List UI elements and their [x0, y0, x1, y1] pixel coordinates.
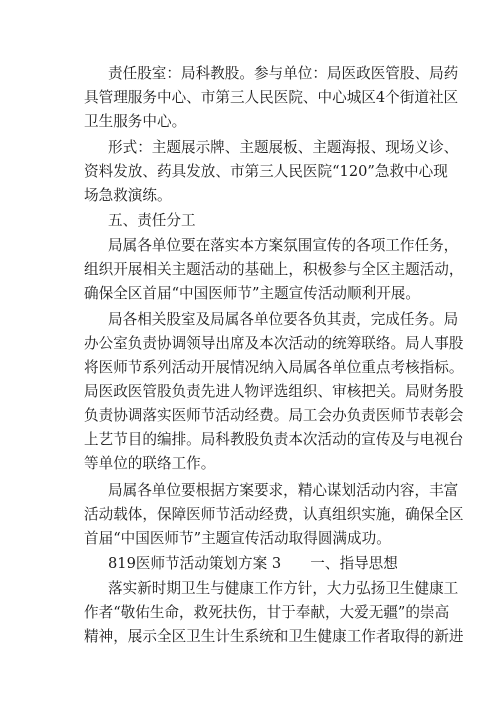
section-heading: 819医师节活动策划方案 3 一、指导思想: [108, 555, 398, 572]
text-line: 活动载体，保障医师节活动经费，认真组织实施，确保全区: [84, 506, 464, 523]
text-line: 局属各单位要根据方案要求，精心谋划活动内容，丰富: [108, 482, 459, 499]
text-line: 首届“中国医师节”主题宣传活动取得圆满成功。: [84, 530, 391, 547]
text-line: 场急救演练。: [84, 187, 172, 204]
text-line: 办公室负责协调领导出席及本次活动的统筹联络。局人事股: [84, 335, 464, 352]
text-line: 负责协调落实医师节活动经费。局工会办负责医师节表彰会: [84, 407, 464, 424]
text-line: 责任股室：局科教股。参与单位：局医政医管股、局药: [108, 65, 459, 82]
text-line: 卫生服务中心。: [84, 113, 187, 130]
text-line: 形式：主题展示牌、主题展板、主题海报、现场义诊、: [108, 139, 459, 156]
text-line: 具管理服务中心、市第三人民医院、中心城区4个街道社区: [84, 89, 459, 106]
text-line: 等单位的联络工作。: [84, 455, 216, 472]
text-line: 精神，展示全区卫生计生系统和卫生健康工作者取得的新进: [84, 628, 464, 645]
text-line: 局各相关股室及局属各单位要各负其责，完成任务。局: [108, 311, 459, 328]
text-line: 将医师节系列活动开展情况纳入局属各单位重点考核指标。: [84, 359, 464, 376]
text-line: 局医政医管股负责先进人物评选组织、审核把关。局财务股: [84, 383, 464, 400]
text-line: 局属各单位要在落实本方案氛围宣传的各项工作任务，: [108, 237, 459, 254]
text-line: 上艺节目的编排。局科教股负责本次活动的宣传及与电视台: [84, 431, 464, 448]
text-line: 落实新时期卫生与健康工作方针，大力弘扬卫生健康工: [108, 580, 459, 597]
text-line: 作者“敬佑生命，救死扶伤，甘于奉献，大爱无疆”的崇高: [84, 604, 450, 621]
text-line: 组织开展相关主题活动的基础上，积极参与全区主题活动，: [84, 261, 464, 278]
text-line: 资料发放、药具发放、市第三人民医院“120”急救中心现: [84, 163, 448, 180]
section-heading: 五、责任分工: [108, 212, 196, 229]
text-line: 确保全区首届“中国医师节”主题宣传活动顺利开展。: [84, 285, 420, 302]
